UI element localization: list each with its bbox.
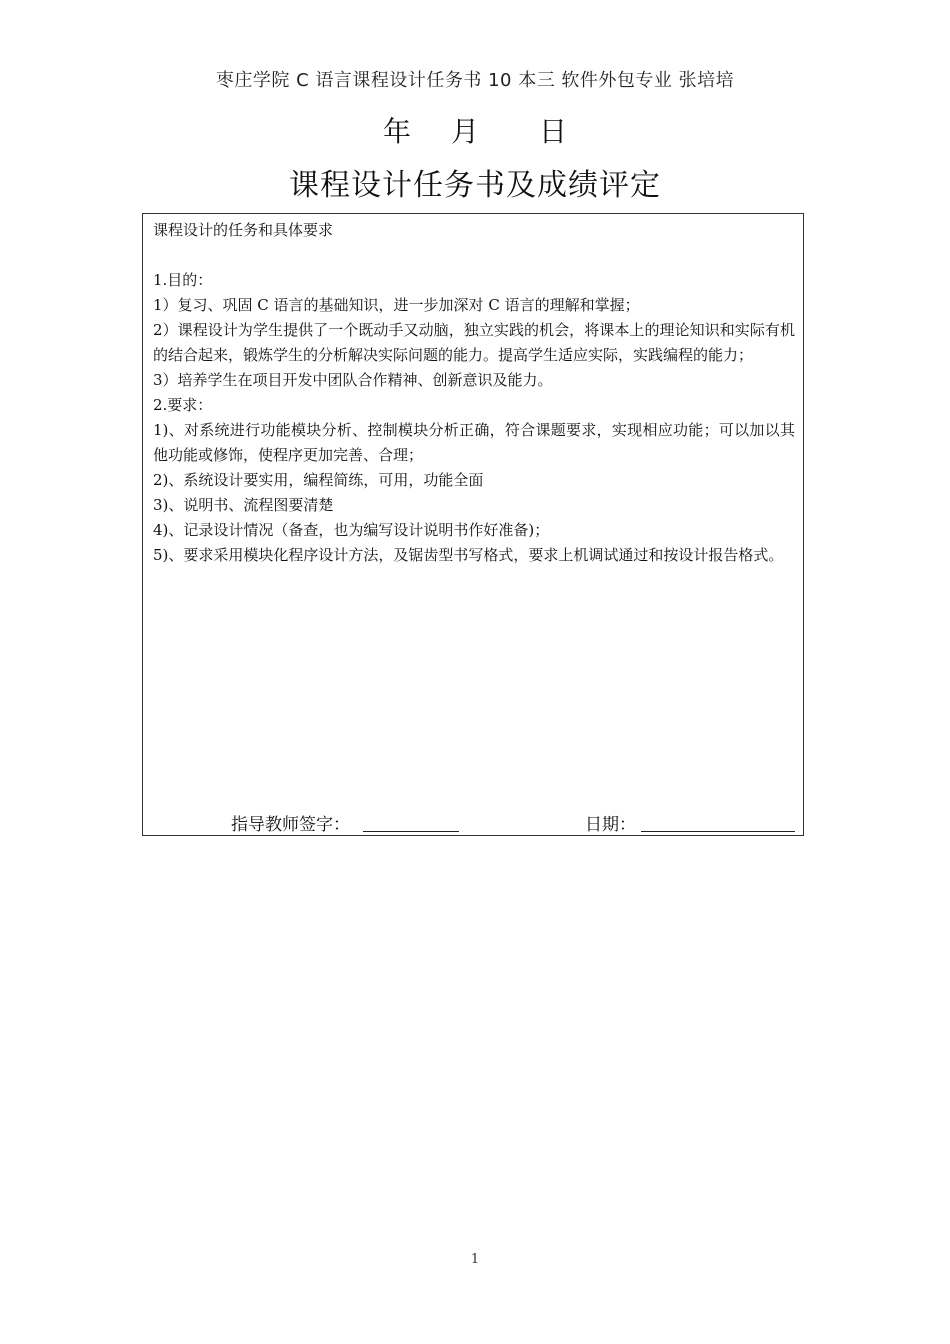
signature-date-label: 日期： (585, 815, 636, 835)
task-requirements-box (142, 213, 804, 836)
requirement-item: 5)、要求采用模块化程序设计方法，及锯齿型书写格式，要求上机调试通过和按设计报告格式。 (153, 546, 784, 564)
document-title: 课程设计任务书及成绩评定 (289, 168, 661, 203)
requirements-heading: 2.要求： (153, 396, 213, 414)
requirement-item: 2)、系统设计要实用，编程简练，可用，功能全面 (153, 471, 484, 489)
date-day-label: 日 (539, 115, 568, 148)
task-content (153, 218, 795, 568)
date-line (0, 110, 950, 150)
requirement-item: 4)、记录设计情况（备查，也为编写设计说明书作好准备)； (153, 521, 550, 539)
purpose-item: 2）课程设计为学生提供了一个既动手又动脑，独立实践的机会，将课本上的理论知识和实际有机的结合起来，锻炼学生的分析解决实际问题的能力。提高学生适应实际，实践编程的能力； (153, 321, 795, 364)
purpose-item: 3）培养学生在项目开发中团队合作精神、创新意识及能力。 (153, 371, 553, 389)
teacher-signature-blank[interactable] (363, 831, 459, 832)
purpose-heading: 1.目的： (153, 271, 213, 289)
requirement-item: 3)、说明书、流程图要清楚 (153, 496, 334, 514)
running-header: 枣庄学院 C 语言课程设计任务书 10 本三 软件外包专业 张培培 (215, 70, 735, 91)
purpose-item: 1）复习、巩固 C 语言的基础知识，进一步加深对 C 语言的理解和掌握； (153, 296, 640, 314)
date-month-label: 月 (450, 115, 479, 148)
signature-date-blank[interactable] (641, 831, 795, 832)
task-box-heading: 课程设计的任务和具体要求 (153, 221, 334, 239)
page-number: 1 (470, 1252, 480, 1267)
teacher-signature-label: 指导教师签字： (231, 815, 350, 835)
date-year-label: 年 (382, 115, 411, 148)
requirement-item: 1)、对系统进行功能模块分析、控制模块分析正确，符合课题要求，实现相应功能；可以加以其他功能或修饰，使程序更加完善、合理； (153, 421, 795, 464)
